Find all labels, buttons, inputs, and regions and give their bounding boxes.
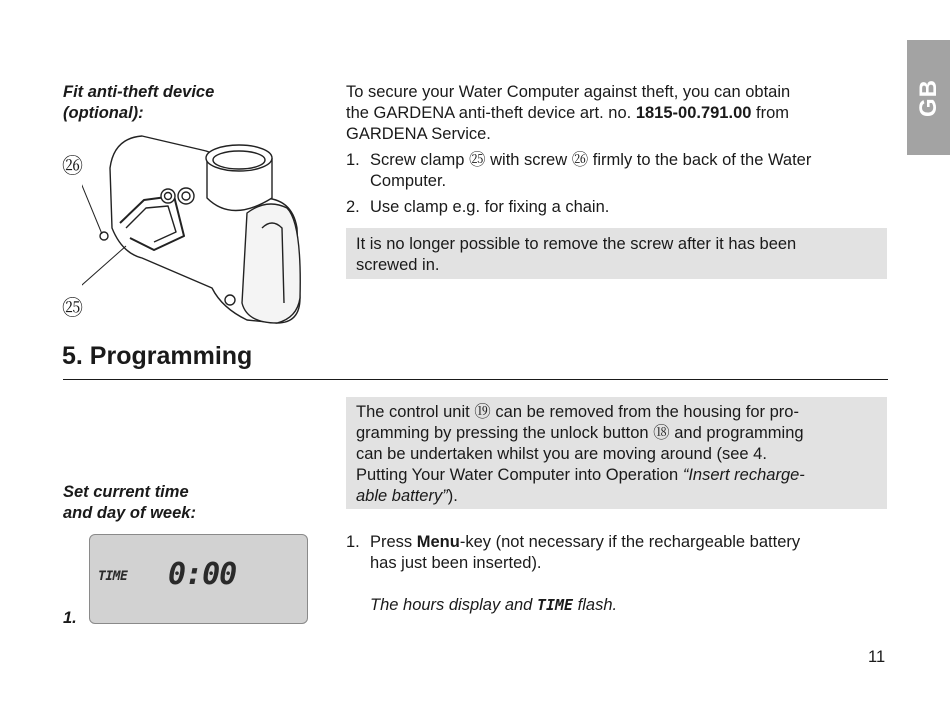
language-tab bbox=[907, 40, 950, 155]
programming-note-line4: Putting Your Water Computer into Operation “Insert recharge- bbox=[356, 466, 805, 484]
end-cap-shape bbox=[242, 204, 300, 323]
section-title: 5. Programming bbox=[62, 342, 253, 370]
antitheft-note-box: It is no longer possible to remove the screw after it has been screwed in. bbox=[346, 228, 887, 279]
figure-step-number: 1. bbox=[63, 609, 77, 627]
section-divider bbox=[63, 379, 888, 380]
antitheft-step-2: 2. Use clamp e.g. for fixing a chain. bbox=[346, 198, 610, 216]
language-tab-label: GB bbox=[914, 78, 942, 117]
water-computer-illustration bbox=[82, 128, 312, 328]
programming-note-box: The control unit ⑲ can be removed from the housing for pro- gramming by pressing the unlock button ⑱ and programming can be undertaken whilst you are moving around (see 4. Putting Your Water Computer into Operation “Insert recharge- able battery”). bbox=[346, 397, 887, 509]
programming-step-1: 1. Press Menu-key (not necessary if the rechargeable battery has just been inserted). The hours display and TIME flash. bbox=[346, 532, 876, 616]
lcd-display bbox=[89, 534, 308, 624]
cylinder-inner-shape bbox=[213, 151, 265, 169]
set-time-heading: Set current time and day of week: bbox=[63, 483, 196, 522]
programming-step-1-line1: Press Menu-key (not necessary if the rechargeable battery bbox=[370, 533, 801, 551]
time-indicator: TIME bbox=[536, 596, 574, 614]
programming-step-1-result: The hours display and TIME flash. bbox=[370, 596, 618, 614]
screw-hole-inner-shape bbox=[165, 193, 172, 200]
side-hole-shape bbox=[225, 295, 235, 305]
page-number: 11 bbox=[868, 648, 886, 666]
programming-note-line5: able battery”). bbox=[356, 487, 458, 505]
leader-line-25 bbox=[82, 246, 126, 292]
screw-boss-inner-shape bbox=[182, 192, 190, 200]
callout-25: ㉕ bbox=[62, 297, 83, 320]
antitheft-intro: To secure your Water Computer against theft, you can obtain the GARDENA anti-theft device art. no. 1815-00.791.00 from GARDENA Service. bbox=[346, 82, 886, 145]
antitheft-step-1: 1. Screw clamp ㉕ with screw ㉖ firmly to the back of the Water Computer. bbox=[346, 151, 812, 190]
leader-line-26 bbox=[82, 166, 102, 234]
menu-key-label: Menu bbox=[416, 533, 460, 551]
callout-26: ㉖ bbox=[62, 155, 83, 178]
lcd-time-value: 0:00 bbox=[168, 557, 237, 592]
antitheft-heading: Fit anti-theft device (optional): bbox=[63, 83, 215, 122]
antitheft-intro-line2: the GARDENA anti-theft device art. no. 1815-00.791.00 from bbox=[346, 104, 790, 122]
article-number: 1815-00.791.00 bbox=[635, 104, 752, 122]
lcd-time-label: TIME bbox=[98, 569, 128, 584]
